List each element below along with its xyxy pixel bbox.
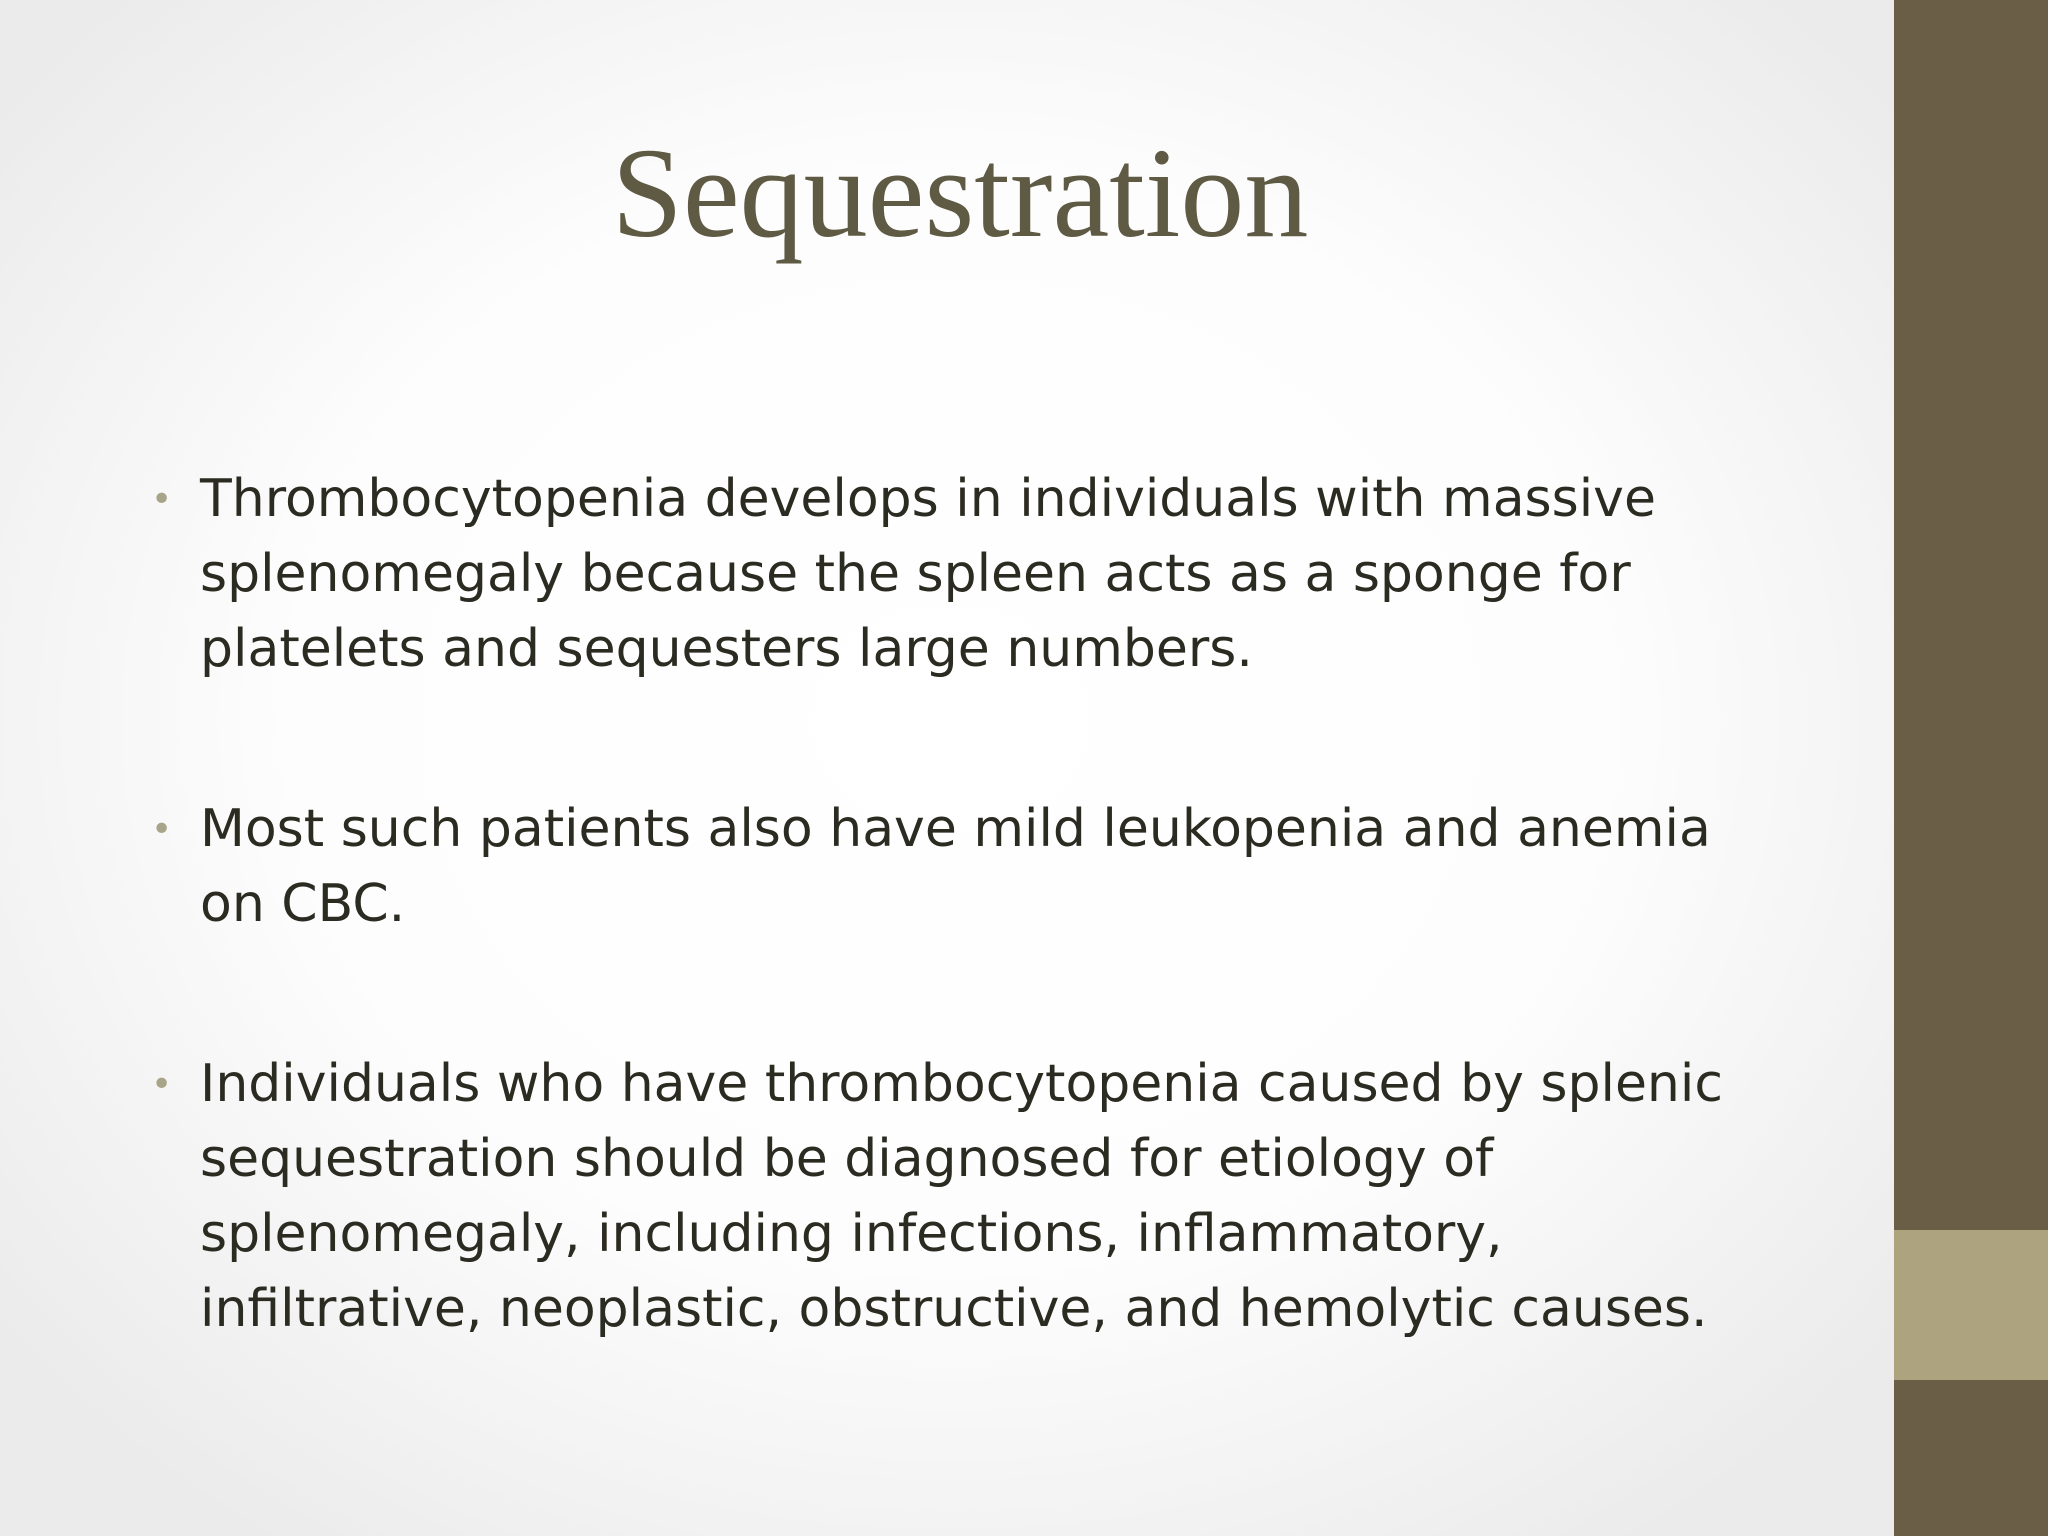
slide-title: Sequestration [611,122,1309,264]
bullet-item [145,1047,1765,1347]
bullet-text: Thrombocytopenia develops in individuals with massive splenomegaly because the spleen acts as a sponge for platelets and sequesters large numbers. [200,469,1656,679]
bullet-item [145,792,1765,942]
bullet-marker-icon: • [151,479,173,520]
decorative-side-accent [1894,1230,2048,1380]
bullet-marker-icon: • [151,809,173,850]
bullet-list [145,462,1765,1452]
bullet-item [145,462,1765,687]
bullet-text: Most such patients also have mild leukopenia and anemia on CBC. [200,799,1711,934]
bullet-text: Individuals who have thrombocytopenia caused by splenic sequestration should be diagnosed for etiology of splenomegaly, including infections, inflammatory, infiltrative, neoplastic, obstructive, and hemolytic causes. [200,1054,1723,1339]
bullet-marker-icon: • [151,1064,173,1105]
